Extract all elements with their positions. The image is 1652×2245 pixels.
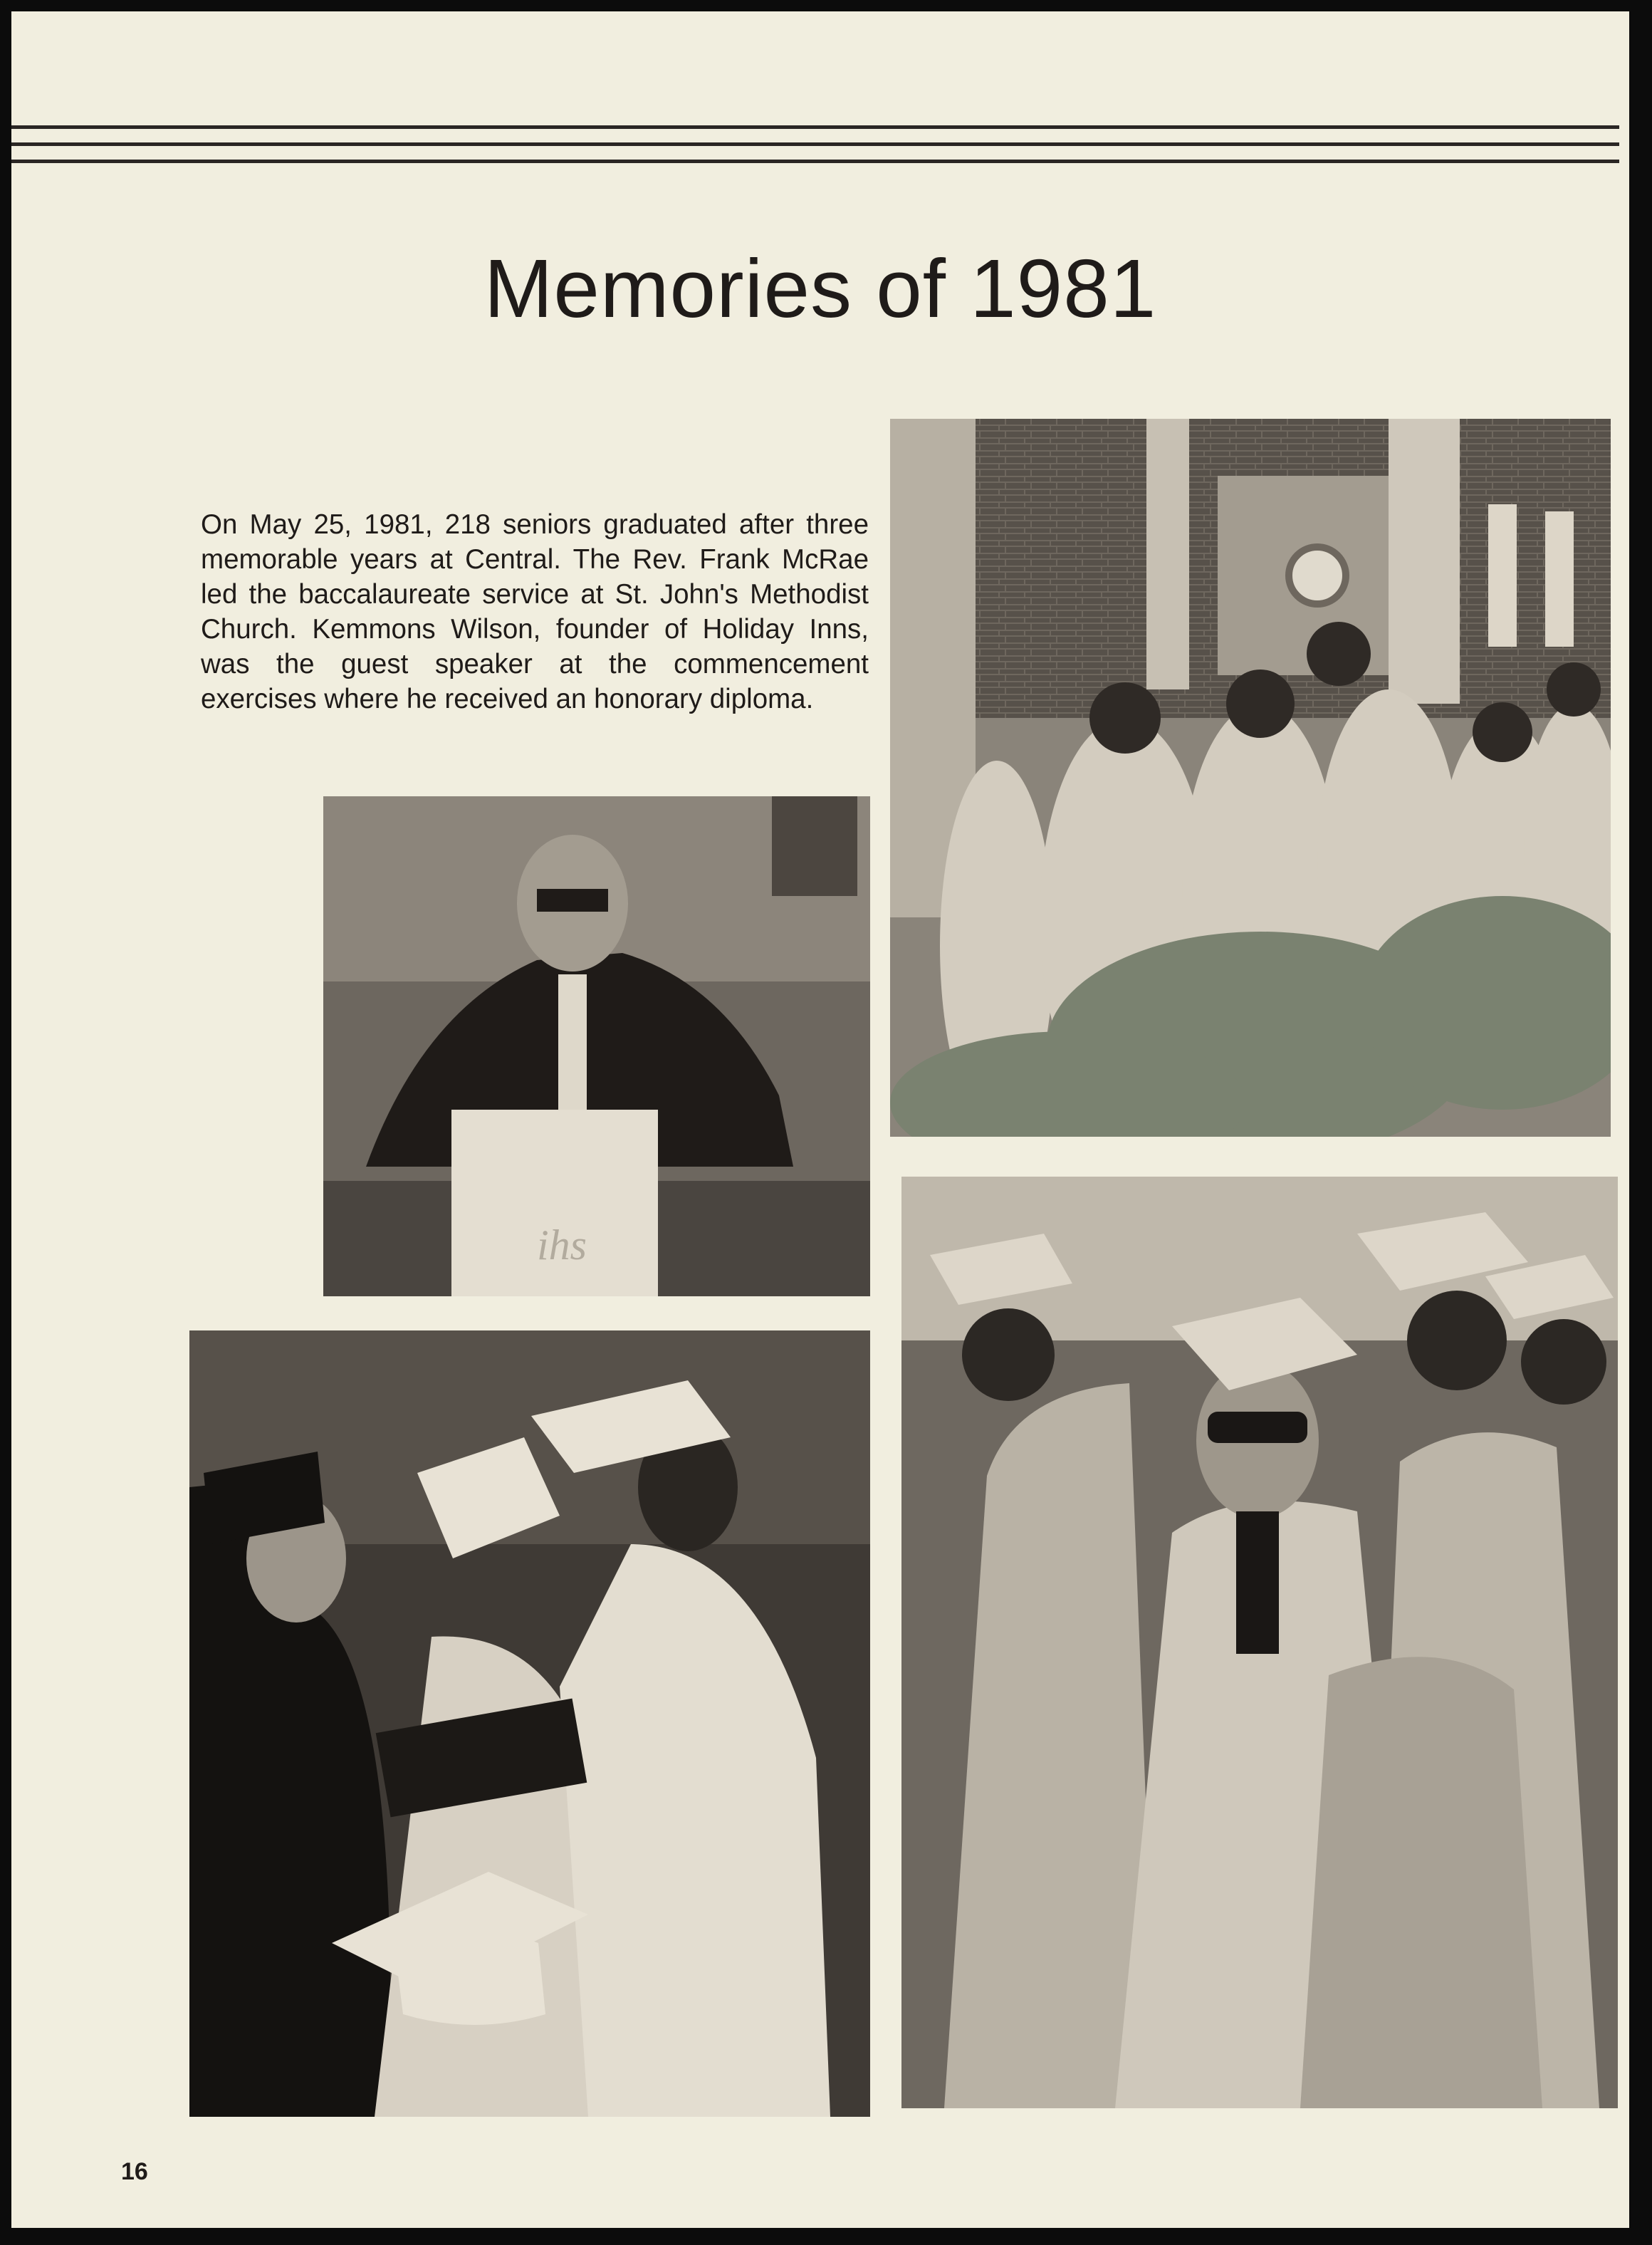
lectern-monogram: ihs	[537, 1222, 587, 1269]
page-number: 16	[121, 2158, 148, 2185]
top-rule-3	[11, 160, 1619, 163]
photo-church-steps	[890, 419, 1611, 1137]
photo-speaker	[323, 796, 870, 1296]
top-rule-2	[11, 142, 1619, 146]
photo-diploma	[189, 1330, 870, 2117]
body-paragraph: On May 25, 1981, 218 seniors graduated after three memorable years at Central. The Rev. Frank McRae led the baccalaureate service at St. John's Methodist Church. Kemmons Wilson, founder of Holiday Inns, was the guest speaker at the commencement exercises where he received an honorary diploma.	[201, 509, 869, 714]
page-title: Memories of 1981	[483, 242, 1157, 335]
top-rule-1	[11, 125, 1619, 129]
yearbook-page	[11, 11, 1629, 2228]
photo-procession	[901, 1177, 1618, 2108]
